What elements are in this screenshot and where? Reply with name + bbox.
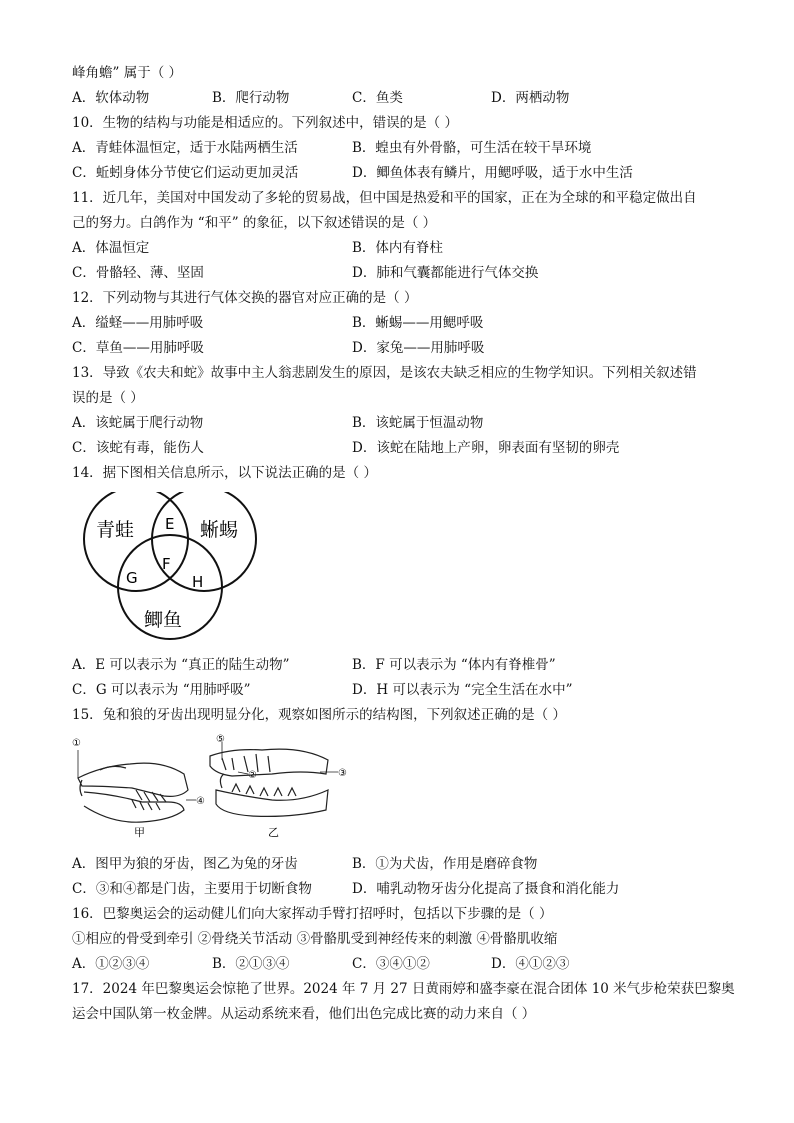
- q14-option-c: C．G 可以表示为 “用肺呼吸”: [72, 682, 251, 698]
- q15-option-a: A．图甲为狼的牙齿，图乙为兔的牙齿: [72, 856, 298, 872]
- q11-option-a: A．体温恒定: [72, 240, 150, 256]
- mark-3: ③: [338, 768, 347, 779]
- q14-option-b: B．F 可以表示为 “体内有脊椎骨”: [352, 657, 556, 673]
- venn-diagram: [76, 492, 276, 642]
- q9-stem: 峰角蟾” 属于（ ）: [72, 65, 182, 81]
- q10-option-a: A．青蛙体温恒定，适于水陆两栖生活: [72, 140, 298, 156]
- q10-option-d: D．鲫鱼体表有鳞片，用鳃呼吸，适于水中生活: [352, 165, 633, 181]
- caption-yi: 乙: [268, 826, 279, 839]
- q13-stem-line2: 误的是（ ）: [72, 390, 144, 406]
- q15-option-b: B．①为犬齿，作用是磨碎食物: [352, 856, 538, 872]
- mark-5: ⑤: [216, 734, 225, 745]
- q16-option-d: D．④①②③: [491, 956, 570, 972]
- venn-region-h: H: [192, 573, 204, 591]
- q15-option-d: D．哺乳动物牙齿分化提高了摄食和消化能力: [352, 881, 620, 897]
- q10-option-c: C．蚯蚓身体分节使它们运动更加灵活: [72, 165, 299, 181]
- q9-option-a: A．软体动物: [72, 90, 150, 106]
- venn-circle-lizard: [152, 492, 256, 591]
- venn-label-lizard: 蜥蜴: [200, 519, 239, 541]
- q11-option-b: B．体内有脊柱: [352, 240, 443, 256]
- q14-stem: 14．据下图相关信息所示，以下说法正确的是（ ）: [72, 465, 377, 481]
- q10-stem: 10．生物的结构与功能是相适应的。下列叙述中，错误的是（ ）: [72, 115, 458, 131]
- mark-1: ①: [72, 738, 81, 749]
- mark-2-leader: [238, 772, 248, 774]
- q12-option-d: D．家兔——用肺呼吸: [352, 340, 485, 356]
- q13-option-c: C．该蛇有毒，能伤人: [72, 440, 204, 456]
- q12-option-b: B．蜥蜴——用鳃呼吸: [352, 315, 484, 331]
- q11-stem-line1: 11．近几年，美国对中国发动了多轮的贸易战，但中国是热爱和平的国家，正在为全球的和平稳定做出自: [72, 190, 697, 206]
- q16-option-c: C．③④①②: [352, 956, 430, 972]
- mark-4: ④: [196, 796, 205, 807]
- mark-2: ②: [248, 770, 257, 781]
- q10-option-b: B．蝗虫有外骨骼，可生活在较干旱环境: [352, 140, 592, 156]
- rabbit-skull-drawing: [78, 750, 188, 822]
- q15-option-c: C．③和④都是门齿，主要用于切断食物: [72, 881, 312, 897]
- q9-option-c: C．鱼类: [352, 90, 403, 106]
- venn-label-frog: 青蛙: [96, 519, 135, 541]
- q13-option-b: B．该蛇属于恒温动物: [352, 415, 484, 431]
- q17-stem-line1: 17．2024 年巴黎奥运会惊艳了世界。2024 年 7 月 27 日黄雨婷和盛李豪在混合团体 10 米气步枪荣获巴黎奥: [72, 981, 735, 997]
- q11-option-d: D．肺和气囊都能进行气体交换: [352, 265, 539, 281]
- q15-stem: 15．兔和狼的牙齿出现明显分化，观察如图所示的结构图，下列叙述正确的是（ ）: [72, 707, 566, 723]
- venn-label-carp: 鲫鱼: [144, 609, 183, 631]
- q9-option-b: B．爬行动物: [212, 90, 290, 106]
- q12-option-c: C．草鱼——用肺呼吸: [72, 340, 204, 356]
- wolf-skull-drawing: [210, 749, 328, 816]
- q16-option-b: B．②①③④: [212, 956, 290, 972]
- q12-stem: 12．下列动物与其进行气体交换的器官对应正确的是（ ）: [72, 290, 418, 306]
- venn-region-g: G: [126, 569, 138, 587]
- venn-region-e: E: [165, 515, 175, 533]
- caption-jia: 甲: [134, 826, 145, 839]
- q16-option-a: A．①②③④: [72, 956, 150, 972]
- q13-stem-line1: 13．导致《农夫和蛇》故事中主人翁悲剧发生的原因，是该农夫缺乏相应的生物学知识。下列相关叙述错: [72, 365, 697, 381]
- q14-option-a: A．E 可以表示为 “真正的陆生动物”: [72, 657, 290, 673]
- q16-steps: ①相应的骨受到牵引 ②骨绕关节活动 ③骨骼肌受到神经传来的刺激 ④骨骼肌收缩: [72, 931, 558, 947]
- q14-option-d: D．H 可以表示为 “完全生活在水中”: [352, 682, 573, 698]
- q16-stem: 16．巴黎奥运会的运动健儿们向大家挥动手臂打招呼时，包括以下步骤的是（ ）: [72, 906, 553, 922]
- q17-stem-line2: 运会中国队第一枚金牌。从运动系统来看，他们出色完成比赛的动力来自（ ）: [72, 1006, 536, 1022]
- q11-stem-line2: 己的努力。白鸽作为 “和平” 的象征，以下叙述错误的是（ ）: [72, 215, 437, 231]
- q9-option-d: D．两栖动物: [491, 90, 570, 106]
- q11-option-c: C．骨骼轻、薄、坚固: [72, 265, 204, 281]
- q12-option-a: A．缢蛏——用肺呼吸: [72, 315, 204, 331]
- venn-region-f: F: [162, 555, 171, 573]
- q13-option-a: A．该蛇属于爬行动物: [72, 415, 204, 431]
- teeth-figure: [72, 730, 362, 842]
- q13-option-d: D．该蛇在陆地上产卵，卵表面有坚韧的卵壳: [352, 440, 620, 456]
